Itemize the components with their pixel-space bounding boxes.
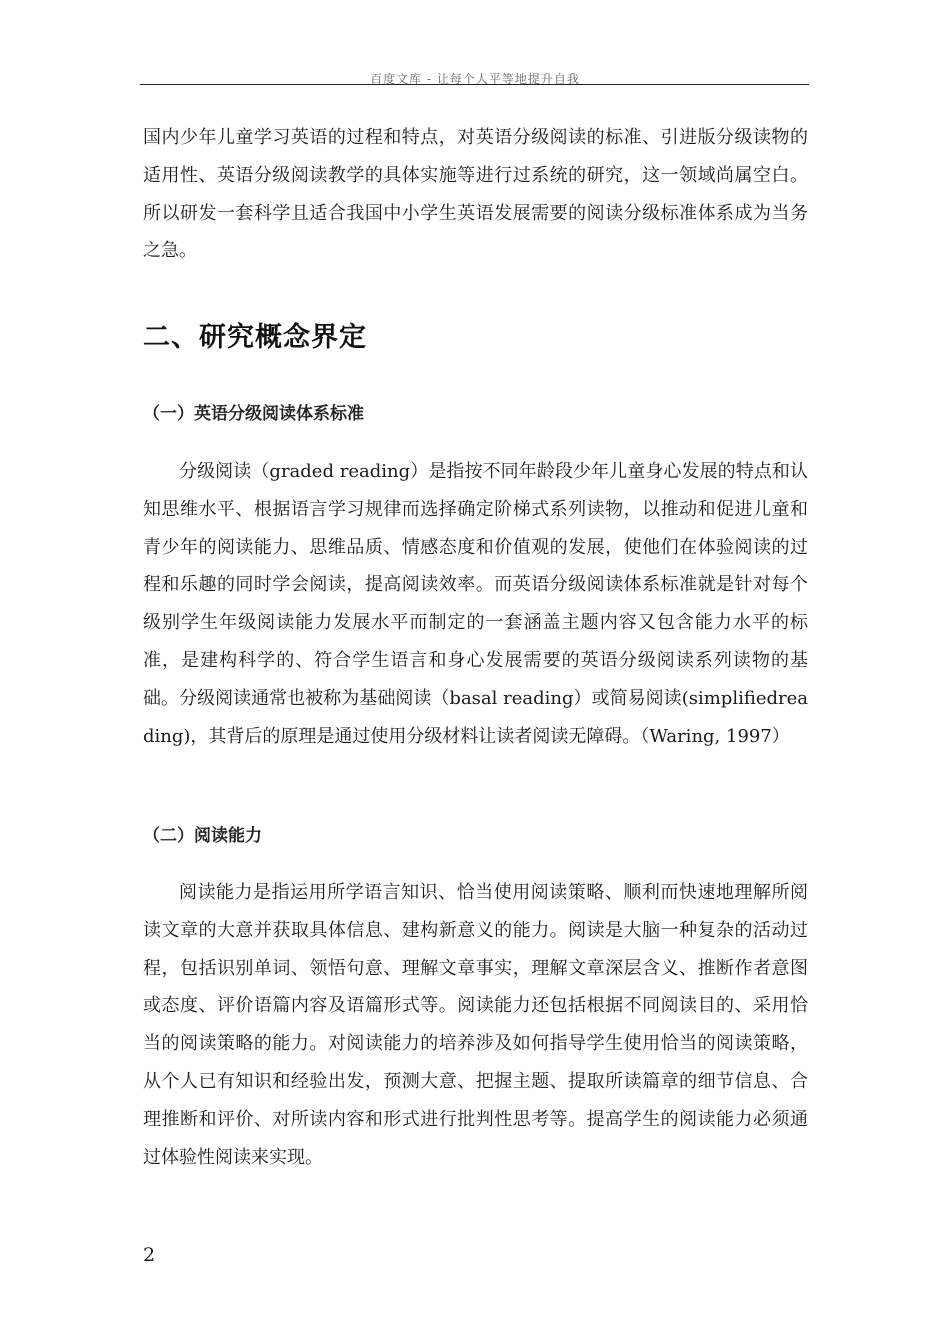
header-divider [140,84,809,85]
page-number: 2 [143,1244,156,1266]
section-heading: 二、研究概念界定 [143,322,367,353]
intro-paragraph: 国内少年儿童学习英语的过程和特点，对英语分级阅读的标准、引进版分级读物的适用性、英语分级阅读教学的具体实施等进行过系统的研究，这一领域尚属空白。所以研发一套科学且适合我国中小学生英语发展需要的阅读分级标准体系成为当务之急。 [143,127,808,262]
reading-ability-paragraph: 阅读能力是指运用所学语言知识、恰当使用阅读策略、顺利而快速地理解所阅读文章的大意并获取具体信息、建构新意义的能力。阅读是大脑一种复杂的活动过程，包括识别单词、领悟句意、理解文章事实，理解文章深层含义、推断作者意图或态度、评价语篇内容及语篇形式等。阅读能力还包括根据不同阅读目的、采用恰当的阅读策略的能力。对阅读能力的培养涉及如何指导学生使用恰当的阅读策略，从个人已有知识和经验出发，预测大意、把握主题、提取所读篇章的细节信息、合理推断和评价、对所读内容和形式进行批判性思考等。提高学生的阅读能力必须通过体验性阅读来实现。 [143,882,808,1168]
intro-block [143,119,808,270]
grading-standard-paragraph: 分级阅读（graded reading）是指按不同年龄段少年儿童身心发展的特点和认知思维水平、根据语言学习规律而选择确定阶梯式系列读物，以推动和促进儿童和青少年的阅读能力、思维品质、情感态度和价值观的发展，使他们在体验阅读的过程和乐趣的同时学会阅读，提高阅读效率。而英语分级阅读体系标准就是针对每个级别学生年级阅读能力发展水平而制定的一套涵盖主题内容又包含能力水平的标准，是建构科学的、符合学生语言和身心发展需要的英语分级阅读系列读物的基础。分级阅读通常也被称为基础阅读（basal reading）或简易阅读(simplifiedreading)，其背后的原理是通过使用分级材料让读者阅读无障碍。（Waring, 1997） [143,461,808,747]
reading-ability-block [143,874,808,1176]
page-header: 百度文库 - 让每个人平等地提升自我 [370,72,580,86]
subsection-title-grading-standard: （一）英语分级阅读体系标准 [143,404,364,424]
grading-standard-block [143,453,808,755]
subsection-title-reading-ability: （二）阅读能力 [143,826,262,846]
